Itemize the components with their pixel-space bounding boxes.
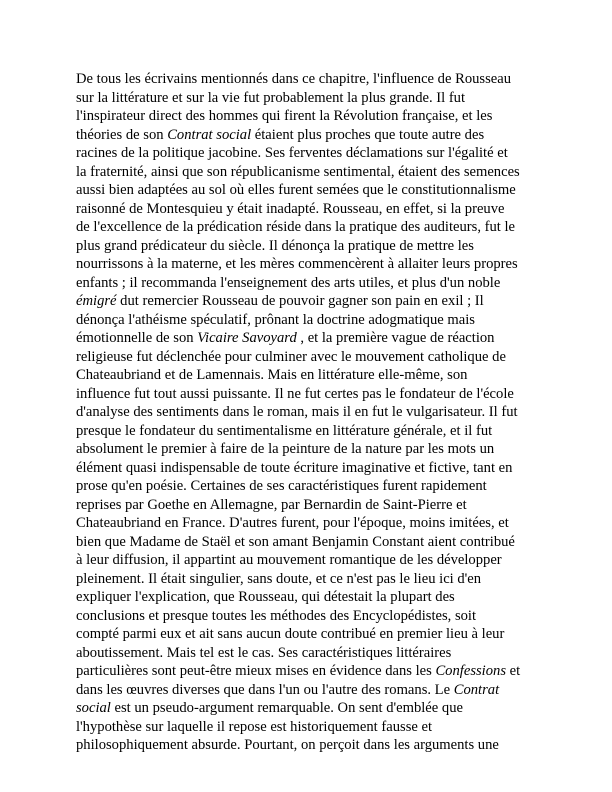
text-line <box>76 366 546 385</box>
text-segment: de l'excellence de la prédication réside dans la pratique des auditeurs, fut le <box>76 219 516 235</box>
text-segment: l'inspirateur direct des hommes qui firent la Révolution française, et les <box>76 108 493 124</box>
text-line <box>76 311 546 330</box>
text-line <box>76 348 546 367</box>
text-line <box>76 255 546 274</box>
text-segment: pleinement. Il était singulier, sans doute, et ce n'est pas le lieu ici d'en <box>76 570 482 587</box>
text-segment: l'hypothèse sur laquelle il repose est historiquement fausse et <box>76 718 433 735</box>
text-segment: bien que Madame de Staël et son amant Benjamin Constant aient contribué <box>76 533 515 550</box>
text-line <box>76 644 546 663</box>
italic-title-text: Vicaire Savoyard <box>197 330 297 346</box>
text-line <box>76 440 546 459</box>
text-segment: à leur diffusion, il appartint au mouvement romantique de les développer <box>76 552 502 568</box>
text-segment: élément quasi indispensable de toute écriture imaginative et fictive, tant en <box>76 459 513 476</box>
text-line <box>76 200 546 219</box>
text-segment: compté parmi eux et ait sans aucun doute contribué en premier lieu à leur <box>76 626 505 642</box>
text-line <box>76 625 546 644</box>
text-line <box>76 681 546 700</box>
text-line <box>76 89 546 108</box>
text-segment: , et la première vague de réaction <box>296 330 495 346</box>
text-line <box>76 533 546 552</box>
text-segment: théories de son <box>76 126 168 143</box>
text-line <box>76 385 546 404</box>
text-segment: dut remercier Rousseau de pouvoir gagner son pain en exil ; Il <box>116 293 484 309</box>
text-line <box>76 662 546 681</box>
text-line <box>76 107 546 126</box>
text-line <box>76 329 546 348</box>
text-segment: philosophiquement absurde. Pourtant, on perçoit dans les arguments une <box>76 737 499 753</box>
text-line <box>76 551 546 570</box>
text-segment: De tous les écrivains mentionnés dans ce chapitre, l'influence de Rousseau <box>76 71 512 87</box>
text-segment: religieuse fut déclenchée pour culminer avec le mouvement catholique de <box>76 348 506 365</box>
text-segment: prose qu'en poésie. Certaines de ses caractéristiques furent rapidement <box>76 478 487 494</box>
italic-title-text: social <box>76 700 111 716</box>
text-segment: aussi bien adaptées au sol où elles furent semées que le constitutionnalisme <box>76 182 516 198</box>
text-segment: influence fut tout aussi puissante. Il ne fut certes pas le fondateur de l'école <box>76 385 514 402</box>
text-segment: raisonné de Montesquieu y était inadapté. Rousseau, en effet, si la preuve <box>76 200 505 217</box>
italic-title-text: émigré <box>76 293 117 309</box>
body-paragraph <box>76 70 546 755</box>
text-line <box>76 607 546 626</box>
text-segment: la fraternité, ainsi que son républicanisme sentimental, étaient des semences <box>76 163 520 180</box>
text-line <box>76 181 546 200</box>
text-line <box>76 163 546 182</box>
text-line <box>76 422 546 441</box>
text-segment: étaient plus proches que toute autre des <box>251 126 485 143</box>
text-line <box>76 570 546 589</box>
text-segment: enfants ; il recommanda l'enseignement des arts utiles, et plus d'un noble <box>76 274 501 291</box>
text-line <box>76 274 546 293</box>
text-segment: racines de la politique jacobine. Ses ferventes déclamations sur l'égalité et <box>76 145 508 161</box>
text-segment: nourrissons à la materne, et les mères commencèrent à allaiter leurs propres <box>76 256 518 272</box>
text-segment: est un pseudo-argument remarquable. On sent d'emblée que <box>110 700 463 716</box>
text-line <box>76 126 546 145</box>
text-line <box>76 459 546 478</box>
text-segment: expliquer l'explication, que Rousseau, qui détestait la plupart des <box>76 589 455 605</box>
text-line <box>76 477 546 496</box>
text-line <box>76 514 546 533</box>
text-line <box>76 144 546 163</box>
text-line <box>76 218 546 237</box>
text-segment: Chateaubriand et de Lamennais. Mais en littérature elle-même, son <box>76 367 468 383</box>
text-segment: conclusions et presque toutes les méthodes des Encyclopédistes, soit <box>76 607 477 624</box>
text-line <box>76 736 546 755</box>
text-segment: reprises par Goethe en Allemagne, par Bernardin de Saint-Pierre et <box>76 496 467 513</box>
text-segment: aboutissement. Mais tel est le cas. Ses caractéristiques littéraires <box>76 644 452 661</box>
text-segment: absolument le premier à faire de la peinture de la nature par les mots un <box>76 441 495 457</box>
text-line <box>76 496 546 515</box>
text-line <box>76 403 546 422</box>
text-segment: Chateaubriand en France. D'autres furent, pour l'époque, moins imitées, et <box>76 515 509 531</box>
text-line <box>76 699 546 718</box>
italic-title-text: Contrat <box>453 681 500 698</box>
text-segment: émotionnelle de son <box>76 330 198 346</box>
text-line <box>76 718 546 737</box>
text-segment: dans les œuvres diverses que dans l'un ou l'autre des romans. Le <box>76 681 454 698</box>
text-line <box>76 237 546 256</box>
text-segment: plus grand prédicateur du siècle. Il dénonça la pratique de mettre les <box>76 237 474 254</box>
text-line <box>76 588 546 607</box>
text-line <box>76 292 546 311</box>
text-line <box>76 70 546 89</box>
text-segment: dénonça l'athéisme spéculatif, prônant la doctrine adogmatique mais <box>76 311 475 328</box>
text-segment: et <box>506 663 521 679</box>
text-segment: d'analyse des sentiments dans le roman, mais il en fut le vulgarisateur. Il fut <box>76 404 518 420</box>
text-segment: presque le fondateur du sentimentalisme en littérature générale, et il fut <box>76 422 493 439</box>
italic-title-text: Contrat social <box>167 126 252 143</box>
text-segment: sur la littérature et sur la vie fut probablement la plus grande. Il fut <box>76 89 466 106</box>
text-segment: particulières sont peut-être mieux mises en évidence dans les <box>76 663 436 679</box>
italic-title-text: Confessions <box>435 663 506 679</box>
